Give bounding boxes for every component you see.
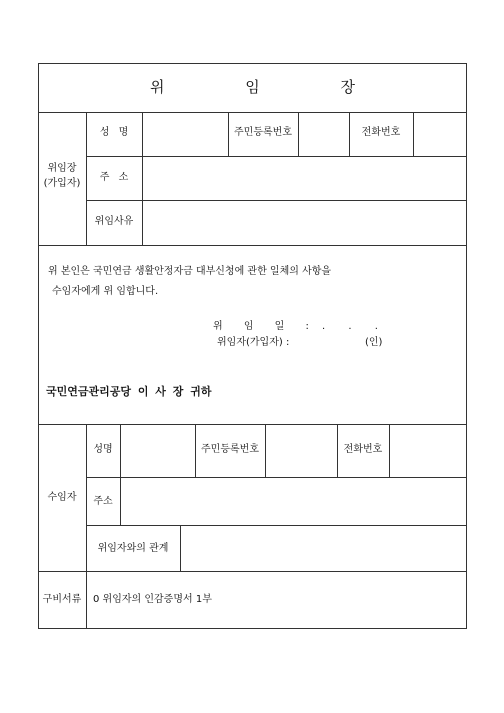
delegate-section-bottom xyxy=(38,571,467,572)
delegator-reason-label: 위임사유 xyxy=(94,216,134,227)
documents-label-divider xyxy=(86,571,87,628)
delegator-name-label: 성 명 xyxy=(99,127,129,138)
delegation-date-value[interactable]: . . . xyxy=(322,321,378,332)
delegate-rrn-label: 주민등록번호 xyxy=(201,444,259,455)
statement-line-1: 위 본인은 국민연금 생활안정자금 대부신청에 관한 일체의 사항을 xyxy=(48,266,332,277)
delegation-date-label: 위 임 일 : xyxy=(213,321,309,332)
delegate-phone-field[interactable] xyxy=(390,425,466,477)
delegator-phone-label: 전화번호 xyxy=(361,127,401,138)
border-bottom xyxy=(38,628,467,629)
delegator-name-field[interactable] xyxy=(143,113,228,156)
statement-line-2: 수임자에게 위 임합니다. xyxy=(52,286,159,297)
delegator-address-field[interactable] xyxy=(143,157,466,200)
delegator-rrn-label: 주민등록번호 xyxy=(234,127,292,138)
delegate-name-label: 성명 xyxy=(93,444,113,455)
delegator-section-bottom xyxy=(38,245,467,246)
form-title: 위 임 장 xyxy=(149,78,393,96)
recipient-line: 국민연금관리공당 이 사 장 귀하 xyxy=(46,385,212,398)
title-divider xyxy=(38,112,467,113)
delegate-phone-label: 전화번호 xyxy=(343,444,383,455)
delegate-name-field[interactable] xyxy=(121,425,195,477)
delegator-signature-label: 위임자(가입자) : xyxy=(217,337,290,348)
delegator-section-sublabel: (가입자) xyxy=(43,178,81,189)
delegator-phone-field[interactable] xyxy=(414,113,466,156)
delegator-rrn-field[interactable] xyxy=(299,113,349,156)
delegate-relation-field[interactable] xyxy=(181,526,466,571)
delegate-relation-label: 위임자와의 관계 xyxy=(97,543,169,554)
border-right xyxy=(466,63,467,629)
delegate-section-label: 수임자 xyxy=(47,492,77,503)
border-left xyxy=(38,63,39,629)
delegator-address-label: 주 소 xyxy=(99,172,129,183)
border-top xyxy=(38,63,467,64)
seal-mark: (인) xyxy=(365,337,383,348)
documents-label: 구비서류 xyxy=(42,594,82,605)
delegate-rrn-field[interactable] xyxy=(266,425,337,477)
delegator-reason-field[interactable] xyxy=(143,201,466,245)
delegate-address-field[interactable] xyxy=(121,478,466,525)
delegate-address-label: 주소 xyxy=(93,496,113,507)
documents-item: 0 위임자의 인감증명서 1부 xyxy=(93,594,212,605)
delegator-section-label: 위임장 xyxy=(47,163,77,174)
